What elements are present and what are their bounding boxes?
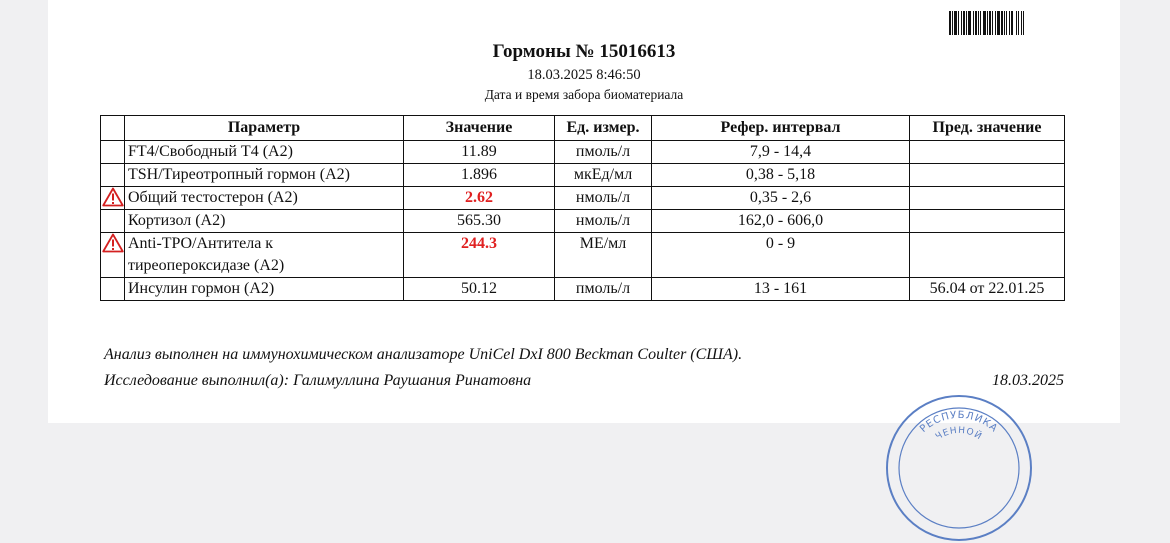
row-previous bbox=[910, 187, 1065, 210]
row-reference: 7,9 - 14,4 bbox=[652, 141, 910, 164]
row-reference: 13 - 161 bbox=[652, 278, 910, 301]
header-unit: Ед. измер. bbox=[555, 116, 652, 141]
header-parameter: Параметр bbox=[125, 116, 404, 141]
table-row bbox=[101, 187, 1065, 210]
row-reference: 0,38 - 5,18 bbox=[652, 164, 910, 187]
analyzer-note: Анализ выполнен на иммунохимическом анализаторе UniCel DxI 800 Beckman Coulter (США). bbox=[104, 346, 743, 363]
row-parameter: Кортизол (А2) bbox=[125, 210, 404, 233]
svg-text:ЧЕННОЙ: ЧЕННОЙ bbox=[934, 425, 984, 443]
report-title: Гормоны № 15016613 bbox=[492, 41, 676, 62]
row-parameter: FT4/Свободный Т4 (А2) bbox=[125, 141, 404, 164]
table-header-row bbox=[101, 116, 1065, 141]
row-flag bbox=[101, 164, 125, 187]
row-parameter: TSH/Тиреотропный гормон (А2) bbox=[125, 164, 404, 187]
row-parameter: Инсулин гормон (А2) bbox=[125, 278, 404, 301]
row-previous: 56.04 от 22.01.25 bbox=[910, 278, 1065, 301]
row-flag bbox=[101, 278, 125, 301]
row-flag bbox=[101, 210, 125, 233]
table-row bbox=[101, 233, 1065, 278]
row-reference: 0 - 9 bbox=[652, 233, 910, 278]
svg-text:РЕСПУБЛИКА: РЕСПУБЛИКА bbox=[918, 409, 1000, 435]
header-reference: Рефер. интервал bbox=[652, 116, 910, 141]
row-value: 2.62 bbox=[404, 187, 555, 210]
collection-datetime-caption: Дата и время забора биоматериала bbox=[484, 87, 684, 102]
row-previous bbox=[910, 233, 1065, 278]
row-flag bbox=[101, 187, 125, 210]
row-previous bbox=[910, 141, 1065, 164]
row-value: 244.3 bbox=[404, 233, 555, 278]
row-flag bbox=[101, 233, 125, 278]
warning-triangle-icon bbox=[102, 233, 124, 253]
row-value: 11.89 bbox=[404, 141, 555, 164]
barcode bbox=[949, 11, 1071, 35]
table-row bbox=[101, 210, 1065, 233]
row-value: 50.12 bbox=[404, 278, 555, 301]
header-flag bbox=[101, 116, 125, 141]
row-value: 565.30 bbox=[404, 210, 555, 233]
row-reference: 0,35 - 2,6 bbox=[652, 187, 910, 210]
table-row bbox=[101, 141, 1065, 164]
lab-report-sheet bbox=[48, 0, 1120, 443]
collection-datetime: 18.03.2025 8:46:50 bbox=[527, 67, 641, 83]
table-row bbox=[101, 164, 1065, 187]
row-unit: нмоль/л bbox=[555, 210, 652, 233]
table-row bbox=[101, 278, 1065, 301]
header-value: Значение bbox=[404, 116, 555, 141]
row-unit: пмоль/л bbox=[555, 141, 652, 164]
row-previous bbox=[910, 164, 1065, 187]
row-flag bbox=[101, 141, 125, 164]
row-unit: МЕ/мл bbox=[555, 233, 652, 278]
performer-note: Исследование выполнил(а): Галимуллина Раушания Ринатовна bbox=[104, 372, 532, 389]
row-unit: пмоль/л bbox=[555, 278, 652, 301]
row-unit: нмоль/л bbox=[555, 187, 652, 210]
report-date: 18.03.2025 bbox=[992, 372, 1064, 389]
warning-triangle-icon bbox=[102, 187, 124, 207]
results-table bbox=[100, 115, 1065, 301]
row-reference: 162,0 - 606,0 bbox=[652, 210, 910, 233]
header-previous: Пред. значение bbox=[910, 116, 1065, 141]
stamp-seal bbox=[884, 393, 1034, 543]
row-parameter: Anti-TPO/Антитела к тиреопероксидазе (А2) bbox=[125, 233, 404, 278]
row-previous bbox=[910, 210, 1065, 233]
row-unit: мкЕд/мл bbox=[555, 164, 652, 187]
row-parameter: Общий тестостерон (А2) bbox=[125, 187, 404, 210]
row-value: 1.896 bbox=[404, 164, 555, 187]
